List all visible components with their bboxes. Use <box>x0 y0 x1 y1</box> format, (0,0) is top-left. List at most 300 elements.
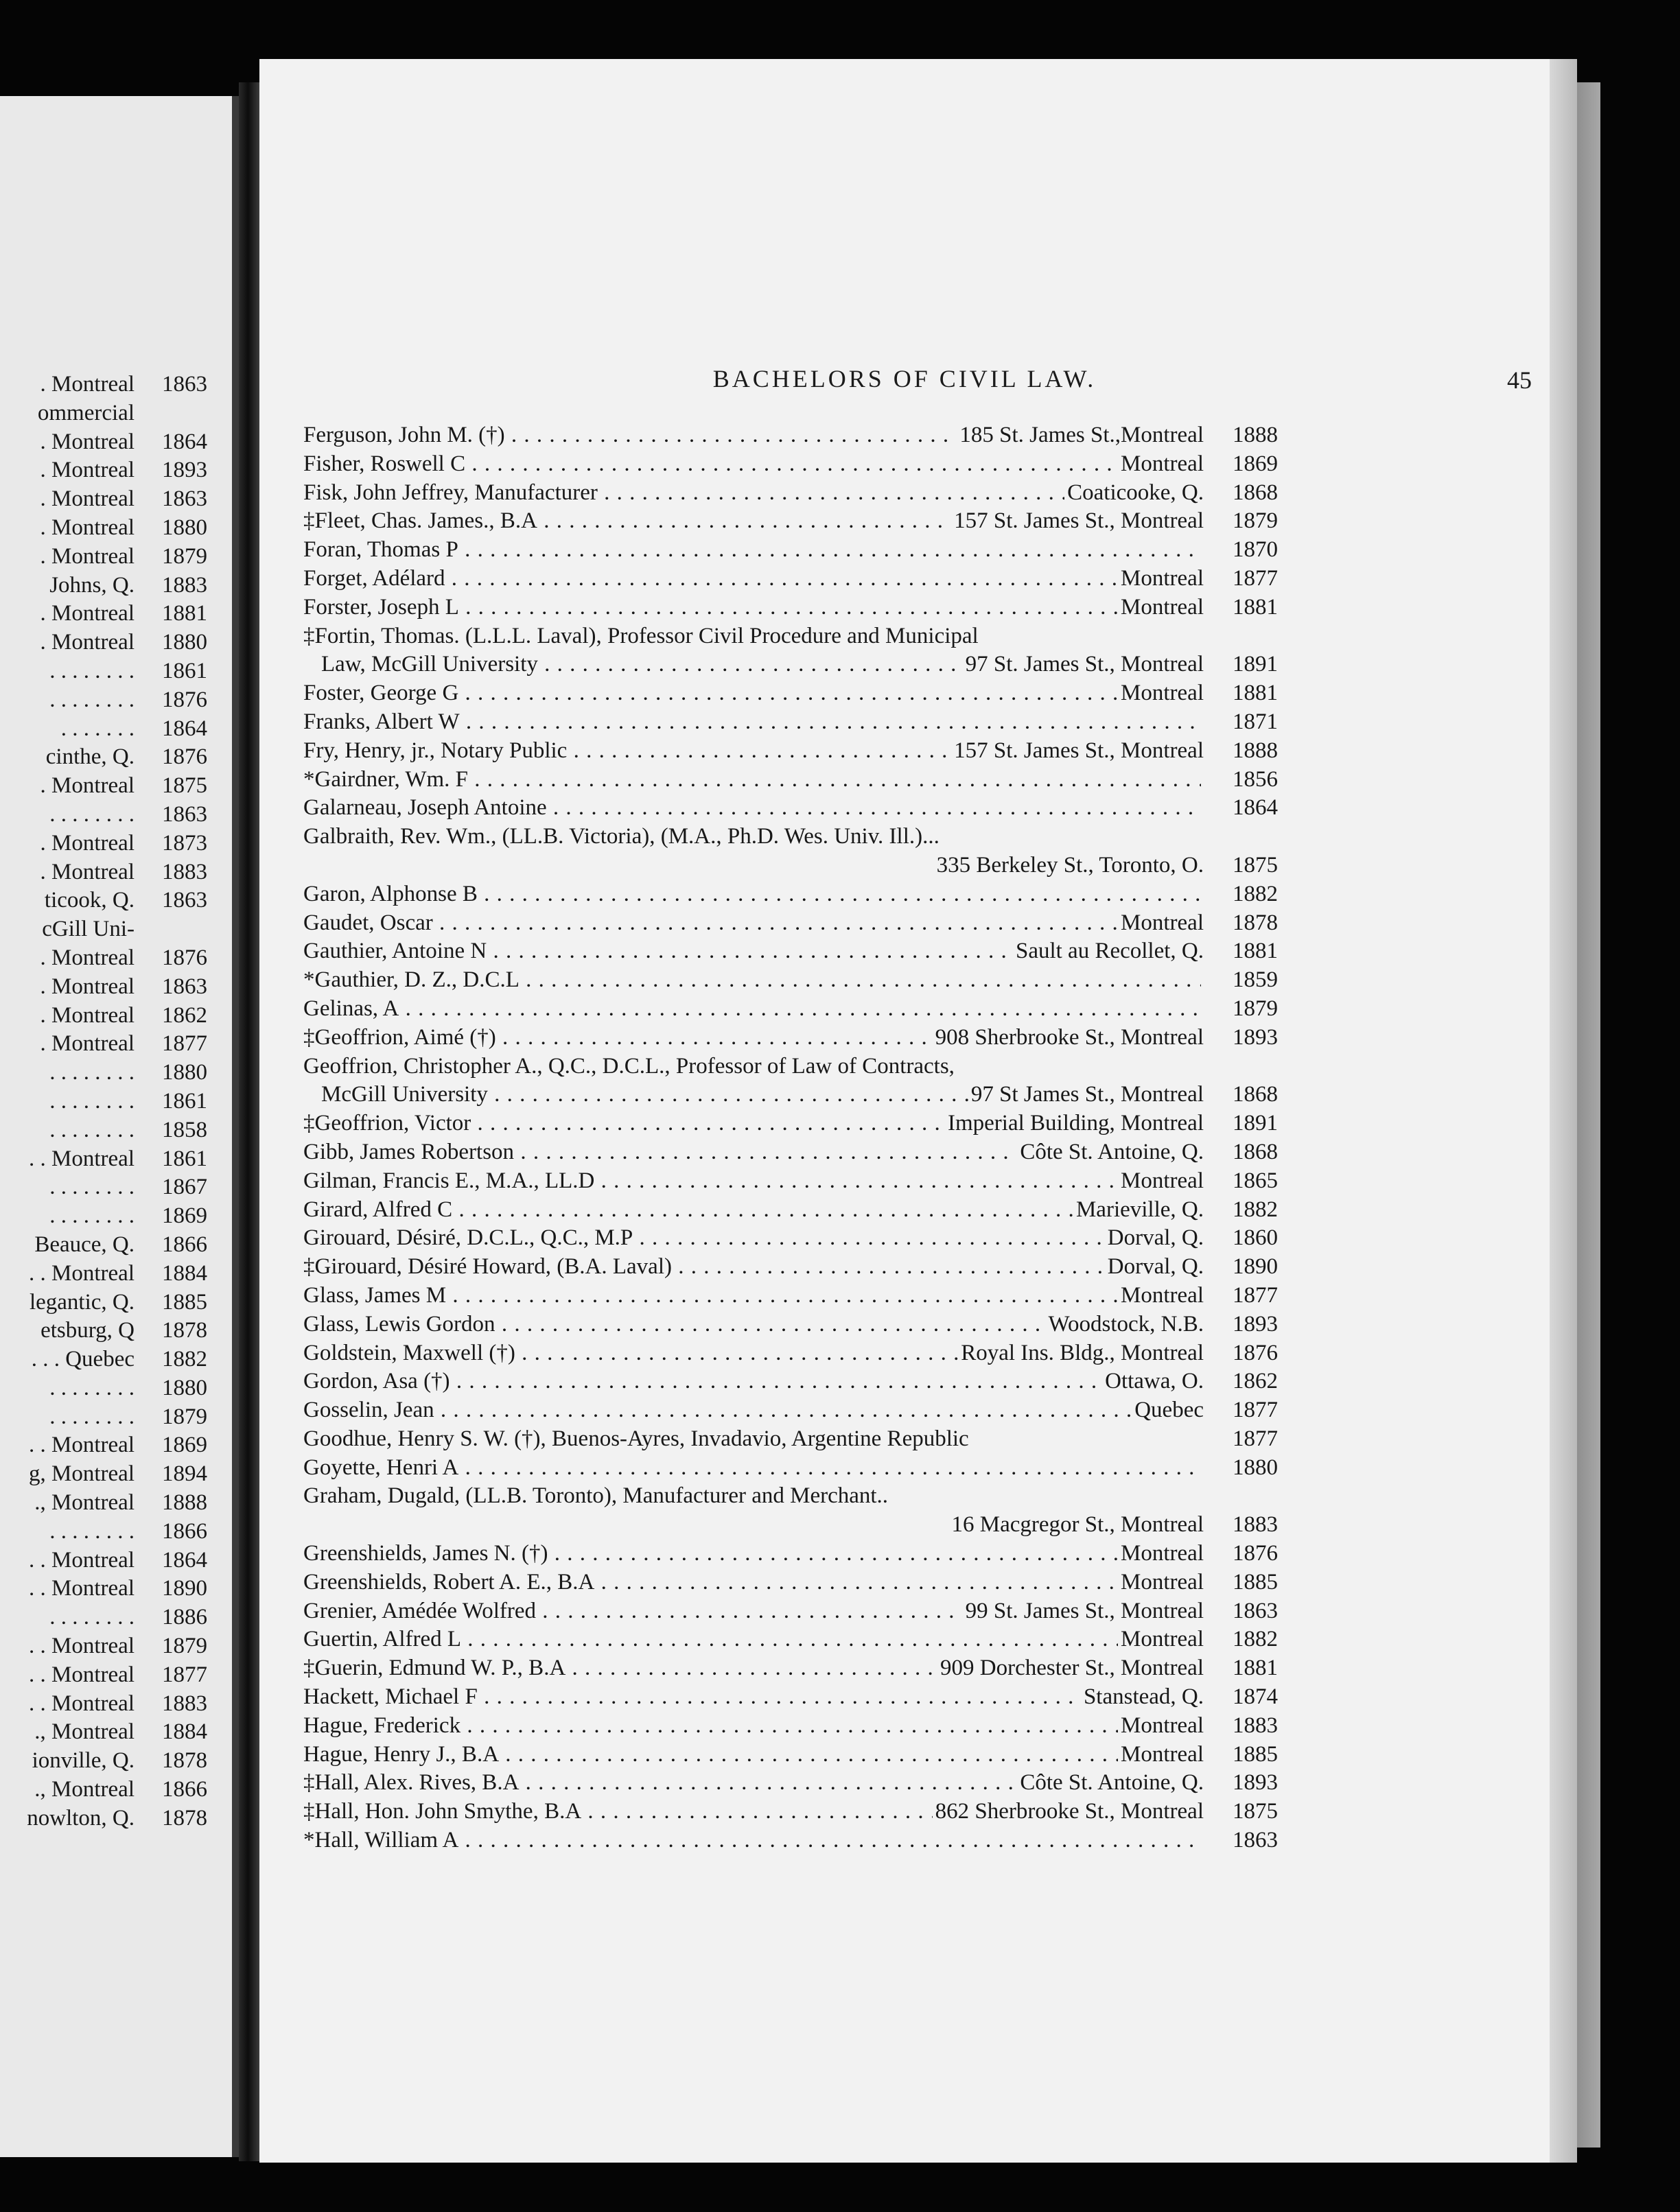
entry-name: *Hall, William A . . . <box>303 1828 1201 1853</box>
entry-name: Hague, Frederick . . . <box>303 1713 1118 1739</box>
entry-year: 1863 <box>1233 1828 1278 1853</box>
left-page-text: . . . . . . . . <box>49 1375 135 1400</box>
left-page-text: . Montreal <box>40 1002 135 1028</box>
page-edge <box>1550 59 1577 2163</box>
left-page-year: 1864 <box>162 429 207 454</box>
entry-name: Goodhue, Henry S. W. (†), Buenos-Ayres, Invadavio, Argentine Republic <box>303 1426 969 1451</box>
left-page-text: Johns, Q. <box>49 572 135 598</box>
entry-year: 1877 <box>1233 1398 1278 1423</box>
graduate-list <box>303 423 1278 1857</box>
entry-place: Montreal <box>1121 451 1204 476</box>
left-page-line <box>0 1519 218 1548</box>
entry-year: 1876 <box>1233 1340 1278 1365</box>
left-page-text: . . Montreal <box>29 1662 135 1687</box>
entry-name: Gosselin, Jean . . . <box>303 1398 1132 1423</box>
left-page-year: 1866 <box>162 1777 207 1802</box>
left-page-line <box>0 544 218 573</box>
list-item <box>303 1054 1278 1083</box>
left-page-year: 1878 <box>162 1748 207 1774</box>
entry-name: Law, McGill University . . . <box>321 652 963 677</box>
left-page-line <box>0 1404 218 1433</box>
left-page-year: 1876 <box>162 945 207 970</box>
entry-year: 1881 <box>1233 681 1278 706</box>
left-page-year: 1867 <box>162 1175 207 1200</box>
entry-name: Girouard, Désiré, D.C.L., Q.C., M.P . . . <box>303 1225 1105 1251</box>
left-page-text: . Montreal <box>40 601 135 626</box>
entry-year: 1893 <box>1233 1024 1278 1050</box>
list-item <box>303 738 1278 767</box>
entry-name: Gilman, Francis E., M.A., LL.D . . . <box>303 1168 1118 1194</box>
left-page-line <box>0 917 218 945</box>
entry-place: Royal Ins. Bldg., Montreal <box>961 1340 1204 1365</box>
left-page-year: 1863 <box>162 486 207 512</box>
entry-place: Montreal <box>1121 1713 1204 1738</box>
entry-place: 157 St. James St., Montreal <box>954 738 1204 763</box>
entry-year: 1888 <box>1233 738 1278 763</box>
left-page-line <box>0 1089 218 1118</box>
entry-place: Montreal <box>1121 1569 1204 1595</box>
left-page-text: . . Montreal <box>29 1433 135 1458</box>
left-page-line <box>0 430 218 458</box>
page-stack-edge <box>1577 82 1600 2148</box>
left-page-text: . Montreal <box>40 515 135 540</box>
entry-name: Geoffrion, Christopher A., Q.C., D.C.L., Professor of Law of Contracts, <box>303 1053 955 1079</box>
left-page-line <box>0 1347 218 1376</box>
left-page-line <box>0 802 218 831</box>
entry-year: 1883 <box>1233 1713 1278 1738</box>
left-page-text: . . . . . . . . <box>49 1175 135 1200</box>
left-page-text: . . . . . . . . <box>49 1518 135 1544</box>
left-page-line <box>0 773 218 802</box>
left-page-column <box>0 372 218 1835</box>
left-page-line <box>0 687 218 716</box>
left-page-line <box>0 974 218 1003</box>
left-page-year: 1876 <box>162 687 207 712</box>
entry-name: Galbraith, Rev. Wm., (LL.B. Victoria), (M.A., Ph.D. Wes. Univ. Ill.)... <box>303 824 940 849</box>
left-page-line <box>0 515 218 544</box>
entry-place: Montreal <box>1121 910 1204 935</box>
left-page-year: 1884 <box>162 1260 207 1286</box>
left-page-text: . Montreal <box>40 372 135 397</box>
left-page-text: . . . . . . . . <box>49 658 135 683</box>
left-page-year: 1863 <box>162 801 207 827</box>
entry-name: Graham, Dugald, (LL.B. Toronto), Manufacturer and Merchant.. <box>303 1483 889 1509</box>
entry-name: Fisher, Roswell C . . . <box>303 451 1118 477</box>
left-page-line <box>0 486 218 515</box>
entry-year: 1862 <box>1233 1369 1278 1394</box>
list-item <box>303 939 1278 967</box>
left-page-year: 1882 <box>162 1347 207 1372</box>
list-item <box>303 1512 1278 1541</box>
left-page-year: 1879 <box>162 543 207 569</box>
entry-year: 1877 <box>1233 1426 1278 1451</box>
entry-year: 1888 <box>1233 423 1278 447</box>
left-page-year: 1878 <box>162 1318 207 1343</box>
left-page-text: . Montreal <box>40 486 135 512</box>
entry-year: 1881 <box>1233 594 1278 620</box>
left-page-year: 1869 <box>162 1433 207 1458</box>
list-item <box>303 1369 1278 1398</box>
left-page-year: 1861 <box>162 1146 207 1171</box>
left-page-text: . . Montreal <box>29 1634 135 1659</box>
left-page-line <box>0 1806 218 1835</box>
entry-year: 1865 <box>1233 1168 1278 1193</box>
entry-place: 908 Sherbrooke St., Montreal <box>935 1024 1204 1050</box>
left-page-year: 1883 <box>162 572 207 598</box>
left-page-line <box>0 458 218 486</box>
left-page-year: 1878 <box>162 1805 207 1831</box>
entry-place: 99 St. James St., Montreal <box>965 1598 1204 1623</box>
left-page-text: . . Montreal <box>29 1576 135 1601</box>
entry-name: Hackett, Michael F . . . <box>303 1684 1081 1710</box>
left-page-year: 1888 <box>162 1490 207 1516</box>
entry-year: 1883 <box>1233 1512 1278 1538</box>
list-item <box>303 967 1278 996</box>
list-item <box>303 1341 1278 1369</box>
left-page-line <box>0 1318 218 1347</box>
entry-name: Guertin, Alfred L . . . <box>303 1627 1118 1652</box>
left-page-text: cinthe, Q. <box>45 744 135 770</box>
left-page-line <box>0 1031 218 1060</box>
left-page-line <box>0 1060 218 1089</box>
left-page-line <box>0 1203 218 1232</box>
entry-year: 1875 <box>1233 852 1278 878</box>
entry-place: Ottawa, O. <box>1105 1369 1204 1394</box>
left-page-line <box>0 1290 218 1319</box>
left-page-line <box>0 659 218 687</box>
left-page-line <box>0 1748 218 1777</box>
list-item <box>303 1656 1278 1684</box>
list-item <box>303 1742 1278 1771</box>
entry-place: 185 St. James St.,Montreal <box>959 423 1204 447</box>
list-item <box>303 1770 1278 1799</box>
list-item <box>303 423 1278 451</box>
list-item <box>303 1684 1278 1713</box>
list-item <box>303 1570 1278 1599</box>
page-number: 45 <box>1507 366 1532 394</box>
entry-place: Montreal <box>1121 565 1204 591</box>
list-item <box>303 1111 1278 1140</box>
left-page-line <box>0 1634 218 1662</box>
list-item <box>303 681 1278 709</box>
left-page-line <box>0 1490 218 1519</box>
left-page-year: 1880 <box>162 515 207 540</box>
entry-name: ‡Fleet, Chas. James., B.A . . . <box>303 508 951 534</box>
left-page-text: ., Montreal <box>34 1777 135 1802</box>
entry-place: 16 Macgregor St., Montreal <box>951 1512 1204 1538</box>
entry-year: 1875 <box>1233 1799 1278 1824</box>
left-page-line <box>0 1461 218 1490</box>
left-page-text: ., Montreal <box>34 1719 135 1745</box>
left-page-text: . Montreal <box>40 630 135 655</box>
left-page-year: 1873 <box>162 830 207 856</box>
left-page-text: . . Montreal <box>29 1691 135 1716</box>
entry-year: 1882 <box>1233 1627 1278 1652</box>
left-page-text: . . Montreal <box>29 1547 135 1573</box>
entry-year: 1870 <box>1233 537 1278 563</box>
left-page-line <box>0 1691 218 1720</box>
left-page-line <box>0 1777 218 1806</box>
left-page-year: 1866 <box>162 1232 207 1257</box>
left-page-text: . . Montreal <box>29 1146 135 1171</box>
entry-place: 97 St. James St., Montreal <box>965 652 1204 677</box>
left-page-year: 1880 <box>162 1060 207 1085</box>
entry-name: Garon, Alphonse B . . . <box>303 882 1201 907</box>
left-page-text: g, Montreal <box>29 1461 135 1487</box>
entry-year: 1885 <box>1233 1741 1278 1767</box>
entry-place: Montreal <box>1121 1282 1204 1308</box>
running-title: BACHELORS OF CIVIL LAW. <box>712 365 1097 392</box>
left-page-year: 1861 <box>162 1088 207 1114</box>
left-page-line <box>0 831 218 860</box>
page-header <box>259 364 1550 405</box>
left-page-year: 1862 <box>162 1002 207 1028</box>
entry-name: ‡Fortin, Thomas. (L.L.L. Laval), Professor Civil Procedure and Municipal <box>303 623 979 648</box>
list-item <box>303 1541 1278 1570</box>
left-page-year: 1863 <box>162 372 207 397</box>
entry-year: 1859 <box>1233 967 1278 993</box>
left-page-text: . Montreal <box>40 945 135 970</box>
list-item <box>303 537 1278 566</box>
entry-name: Forster, Joseph L . . . <box>303 595 1118 620</box>
left-page-line <box>0 1376 218 1404</box>
entry-year: 1881 <box>1233 939 1278 964</box>
list-item <box>303 1312 1278 1341</box>
entry-place: Côte St. Antoine, Q. <box>1020 1770 1204 1796</box>
entry-name: Goyette, Henri A . . . <box>303 1455 1201 1481</box>
entry-name: Gauthier, Antoine N . . . <box>303 939 1013 964</box>
list-item <box>303 451 1278 480</box>
left-page-year: 1879 <box>162 1634 207 1659</box>
left-page-text: . Montreal <box>40 1031 135 1057</box>
entry-year: 1893 <box>1233 1311 1278 1337</box>
left-page-text: . Montreal <box>40 543 135 569</box>
entry-place: Imperial Building, Montreal <box>947 1111 1204 1136</box>
left-page-year: 1858 <box>162 1117 207 1142</box>
left-page-line <box>0 1146 218 1175</box>
list-item <box>303 1025 1278 1054</box>
left-page-year: 1864 <box>162 1547 207 1573</box>
left-page-text: . Montreal <box>40 458 135 483</box>
list-item <box>303 767 1278 796</box>
left-page-text: ticook, Q. <box>44 888 135 913</box>
entry-year: 1860 <box>1233 1225 1278 1251</box>
left-page-line <box>0 1548 218 1577</box>
left-page-text: . . . . . . . . <box>49 687 135 712</box>
left-page-text: nowlton, Q. <box>27 1805 135 1831</box>
left-page-year: 1893 <box>162 458 207 483</box>
entry-place: Woodstock, N.B. <box>1048 1311 1204 1337</box>
entry-name: Forget, Adélard . . . <box>303 566 1118 591</box>
entry-place: 862 Sherbrooke St., Montreal <box>935 1799 1204 1824</box>
entry-name: Foster, George G . . . <box>303 681 1118 706</box>
left-page-line <box>0 630 218 659</box>
left-page-year: 1883 <box>162 859 207 884</box>
list-item <box>303 566 1278 595</box>
list-item <box>303 910 1278 939</box>
list-item <box>303 595 1278 624</box>
left-page-year: 1881 <box>162 601 207 626</box>
entry-year: 1885 <box>1233 1569 1278 1595</box>
left-page-text: cGill Uni- <box>42 917 135 942</box>
entry-name: *Gauthier, D. Z., D.C.L . . . <box>303 967 1201 993</box>
list-item <box>303 1483 1278 1512</box>
left-page-text: . . . Quebec <box>31 1347 135 1372</box>
entry-year: 1891 <box>1233 1111 1278 1136</box>
left-page-line <box>0 1433 218 1461</box>
left-page-line <box>0 1662 218 1691</box>
left-page-text: . . . . . . . . <box>49 1060 135 1085</box>
entry-place: Coaticooke, Q. <box>1067 480 1204 505</box>
entry-name: Gibb, James Robertson . . . <box>303 1140 1017 1165</box>
entry-year: 1863 <box>1233 1598 1278 1623</box>
entry-year: 1882 <box>1233 881 1278 906</box>
entry-name: Galarneau, Joseph Antoine . . . <box>303 795 1201 821</box>
entry-year: 1876 <box>1233 1541 1278 1566</box>
entry-place: Stanstead, Q. <box>1083 1684 1204 1710</box>
entry-place: Montreal <box>1121 1541 1204 1566</box>
left-page-line <box>0 1605 218 1634</box>
left-page-line <box>0 716 218 745</box>
entry-place: Marieville, Q. <box>1075 1197 1204 1222</box>
list-item <box>303 795 1278 824</box>
left-page-line <box>0 573 218 602</box>
entry-year: 1881 <box>1233 1656 1278 1681</box>
entry-name: ‡Girouard, Désiré Howard, (B.A. Laval) . . . <box>303 1254 1105 1280</box>
entry-name: McGill University . . . <box>321 1082 968 1107</box>
entry-place: Côte St. Antoine, Q. <box>1020 1139 1204 1164</box>
list-item <box>303 1225 1278 1254</box>
entry-name: Greenshields, James N. (†) . . . <box>303 1541 1118 1566</box>
right-page <box>259 59 1550 2163</box>
entry-name: Ferguson, John M. (†) . . . <box>303 423 957 448</box>
left-page-line <box>0 1175 218 1203</box>
entry-name: Greenshields, Robert A. E., B.A . . . <box>303 1570 1118 1595</box>
left-page-year: 1883 <box>162 1691 207 1716</box>
left-page-text: Beauce, Q. <box>34 1232 135 1257</box>
list-item <box>303 1828 1278 1857</box>
entry-year: 1893 <box>1233 1770 1278 1796</box>
entry-year: 1882 <box>1233 1197 1278 1222</box>
left-page-line <box>0 888 218 917</box>
left-page-text: . . . . . . . . <box>49 1605 135 1630</box>
left-page-text: . . . . . . . . <box>49 1404 135 1429</box>
left-page-year: 1864 <box>162 716 207 741</box>
entry-year: 1864 <box>1233 795 1278 821</box>
entry-name: Franks, Albert W . . . <box>303 709 1201 735</box>
list-item <box>303 709 1278 738</box>
left-page-year: 1866 <box>162 1518 207 1544</box>
entry-place: Quebec <box>1134 1398 1204 1423</box>
list-item <box>303 996 1278 1025</box>
left-page-text: . . . . . . . . <box>49 1117 135 1142</box>
entry-name: Glass, James M . . . <box>303 1283 1118 1308</box>
left-page-text: . . Montreal <box>29 1260 135 1286</box>
book-gutter <box>239 82 259 2161</box>
entry-place: 335 Berkeley St., Toronto, O. <box>936 852 1204 878</box>
left-page-line <box>0 1576 218 1605</box>
left-page-year: 1880 <box>162 1375 207 1400</box>
left-page-text: . . . . . . . . <box>49 1088 135 1114</box>
list-item <box>303 1140 1278 1168</box>
entry-year: 1871 <box>1233 709 1278 734</box>
left-page-text: ., Montreal <box>34 1490 135 1516</box>
left-page-year: 1875 <box>162 773 207 799</box>
list-item <box>303 652 1278 681</box>
entry-place: 909 Dorchester St., Montreal <box>940 1656 1204 1681</box>
entry-name: ‡Hall, Alex. Rives, B.A . . . <box>303 1770 1017 1796</box>
entry-name: ‡Guerin, Edmund W. P., B.A . . . <box>303 1656 937 1681</box>
left-page-text: . Montreal <box>40 974 135 999</box>
entry-year: 1879 <box>1233 996 1278 1021</box>
entry-year: 1868 <box>1233 1139 1278 1164</box>
entry-name: Gelinas, A . . . <box>303 996 1201 1022</box>
entry-year: 1868 <box>1233 1082 1278 1107</box>
left-page-year: 1861 <box>162 658 207 683</box>
list-item <box>303 1455 1278 1484</box>
list-item <box>303 1627 1278 1656</box>
list-item <box>303 824 1278 853</box>
entry-year: 1877 <box>1233 1282 1278 1308</box>
list-item <box>303 1799 1278 1828</box>
left-page-line <box>0 372 218 401</box>
entry-year: 1869 <box>1233 451 1278 476</box>
entry-place: Montreal <box>1121 1627 1204 1652</box>
entry-year: 1879 <box>1233 508 1278 534</box>
left-page-text: ionville, Q. <box>32 1748 135 1774</box>
entry-place: 157 St. James St., Montreal <box>954 508 1204 534</box>
left-page-year: 1894 <box>162 1461 207 1487</box>
list-item <box>303 1197 1278 1226</box>
list-item <box>303 1713 1278 1742</box>
entry-year: 1878 <box>1233 910 1278 935</box>
entry-year: 1880 <box>1233 1455 1278 1480</box>
left-page <box>0 96 239 2157</box>
list-item <box>303 1254 1278 1283</box>
left-page-year: 1884 <box>162 1719 207 1745</box>
left-page-line <box>0 601 218 630</box>
list-item <box>303 508 1278 537</box>
entry-name: *Gairdner, Wm. F . . . <box>303 767 1201 792</box>
entry-year: 1890 <box>1233 1254 1278 1280</box>
left-page-text: . . . . . . . . <box>49 1203 135 1229</box>
left-page-text: . Montreal <box>40 429 135 454</box>
entry-name: Gaudet, Oscar . . . <box>303 910 1118 936</box>
entry-name: Hague, Henry J., B.A . . . <box>303 1742 1118 1767</box>
list-item <box>303 882 1278 910</box>
list-item <box>303 1426 1278 1455</box>
list-item <box>303 853 1278 882</box>
left-page-year: 1876 <box>162 744 207 770</box>
entry-name: Fisk, John Jeffrey, Manufacturer . . . <box>303 480 1064 506</box>
entry-name: Grenier, Amédée Wolfred . . . <box>303 1599 963 1624</box>
left-page-year: 1885 <box>162 1289 207 1315</box>
entry-name: Foran, Thomas P . . . <box>303 537 1201 563</box>
left-page-line <box>0 945 218 974</box>
entry-year: 1891 <box>1233 652 1278 677</box>
left-page-year: 1869 <box>162 1203 207 1229</box>
entry-name: Goldstein, Maxwell (†) . . . <box>303 1341 958 1366</box>
left-page-line <box>0 1003 218 1032</box>
list-item <box>303 1168 1278 1197</box>
entry-year: 1868 <box>1233 480 1278 505</box>
entry-name: Gordon, Asa (†) . . . <box>303 1369 1102 1394</box>
entry-name: Glass, Lewis Gordon . . . <box>303 1312 1045 1337</box>
entry-name: Fry, Henry, jr., Notary Public . . . <box>303 738 951 764</box>
left-page-line <box>0 1261 218 1290</box>
entry-place: Montreal <box>1121 1168 1204 1193</box>
left-page-line <box>0 1232 218 1261</box>
